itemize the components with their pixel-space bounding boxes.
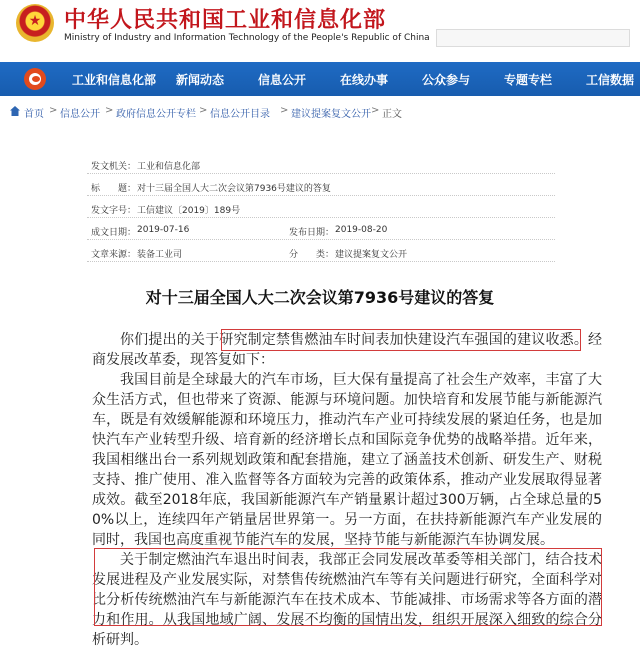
breadcrumb	[0, 104, 640, 122]
breadcrumb-separator: >	[105, 105, 114, 116]
meta-row-title	[87, 174, 555, 196]
home-icon[interactable]	[10, 106, 20, 116]
breadcrumb-current: 正文	[382, 109, 402, 120]
meta-row-dates	[87, 218, 555, 240]
breadcrumb-separator: >	[371, 105, 380, 116]
meta-docno-value: 工信建议〔2019〕189号	[137, 206, 241, 216]
main-nav	[0, 62, 640, 96]
nav-item-data[interactable]: 工信数据	[586, 73, 635, 87]
breadcrumb-separator: >	[199, 105, 208, 116]
meta-label: 成文日期：	[91, 228, 137, 238]
nav-item-special-topics[interactable]: 专题专栏	[504, 73, 553, 87]
meta-label: 文章来源：	[91, 250, 137, 260]
meta-label: 发布日期：	[289, 228, 335, 238]
nav-item-news[interactable]: 新闻动态	[176, 73, 225, 87]
meta-row-org	[87, 152, 555, 174]
meta-label: 标 题：	[91, 184, 137, 194]
nav-item-online-services[interactable]: 在线办事	[340, 73, 389, 87]
meta-category-value[interactable]: 建议提案复文公开	[335, 250, 408, 260]
nav-item-public-participation[interactable]: 公众参与	[422, 73, 471, 87]
search-input[interactable]	[436, 29, 630, 47]
breadcrumb-home[interactable]: 首页	[24, 109, 44, 120]
meta-date-value: 2019-07-16	[137, 225, 190, 235]
article-title: 对十三届全国人大二次会议第7936号建议的答复	[145, 288, 495, 307]
breadcrumb-proposal-replies[interactable]: 建议提案复文公开	[291, 109, 371, 120]
meta-source-value: 装备工业司	[137, 250, 183, 260]
breadcrumb-info-catalog[interactable]: 信息公开目录	[210, 109, 270, 120]
meta-pubdate-value: 2019-08-20	[335, 225, 388, 235]
breadcrumb-info-disclosure[interactable]: 信息公开	[60, 109, 100, 120]
meta-label: 发文机关：	[91, 162, 137, 172]
meta-label: 分 类：	[289, 250, 335, 260]
meta-title-value: 对十三届全国人大二次会议第7936号建议的答复	[137, 184, 331, 194]
article-paragraph: 你们提出的关于研究制定禁售燃油车时间表加快建设汽车强国的建议收悉。经商发展改革委，现答复如下：	[92, 332, 602, 368]
breadcrumb-separator: >	[49, 105, 58, 116]
meta-row-source	[87, 240, 555, 262]
national-emblem-icon[interactable]: ★	[16, 4, 54, 42]
site-title[interactable]: 中华人民共和国工业和信息化部	[64, 8, 387, 33]
breadcrumb-gov-info-column[interactable]: 政府信息公开专栏	[116, 109, 196, 120]
site-subtitle: Ministry of Industry and Information Technology of the People's Republic of China	[64, 33, 430, 43]
meta-org-value: 工业和信息化部	[137, 162, 201, 172]
article-paragraph: 关于制定燃油汽车退出时间表，我部正会同发展改革委等相关部门，结合技术发展进程及产业发展实际，对禁售传统燃油汽车等有关问题进行研究，全面科学对比分析传统燃油汽车与新能源汽车在技术成本、节能减排、市场需求等各方面的潜力和作用。从我国地域广阔、发展不均衡的国情出发，组织开展深入细致的综合分析研判。	[92, 552, 602, 648]
nav-item-info-disclosure[interactable]: 信息公开	[258, 73, 307, 87]
article-paragraph: 我国目前是全球最大的汽车市场，巨大保有量提高了社会生产效率，丰富了大众生活方式，但也带来了资源、能源与环境问题。加快培育和发展节能与新能源汽车，既是有效缓解能源和环境压力，推动汽车产业可持续发展的紧迫任务，也是加快汽车产业转型升级、培育新的经济增长点和国际竞争优势的战略举措。近年来，我国相继出台一系列规划政策和配套措施，建立了涵盖技术创新、研发生产、财税支持、推广使用、准入监督等各方面较为完善的政策体系，推动产业发展取得显著成效。截至2018年底，我国新能源汽车产销量累计超过300万辆，占全球总量的50%以上，连续四年产销量居世界第一。另一方面，在扶持新能源汽车产业发展的同时，我国也高度重视节能汽车的发展，坚持节能与新能源汽车协调发展。	[92, 372, 602, 548]
ministry-logo-icon[interactable]	[24, 68, 46, 90]
breadcrumb-separator: >	[280, 105, 289, 116]
nav-item-ministry[interactable]: 工业和信息化部	[72, 73, 157, 87]
site-header	[0, 0, 640, 62]
meta-label: 发文字号：	[91, 206, 137, 216]
meta-row-docno	[87, 196, 555, 218]
